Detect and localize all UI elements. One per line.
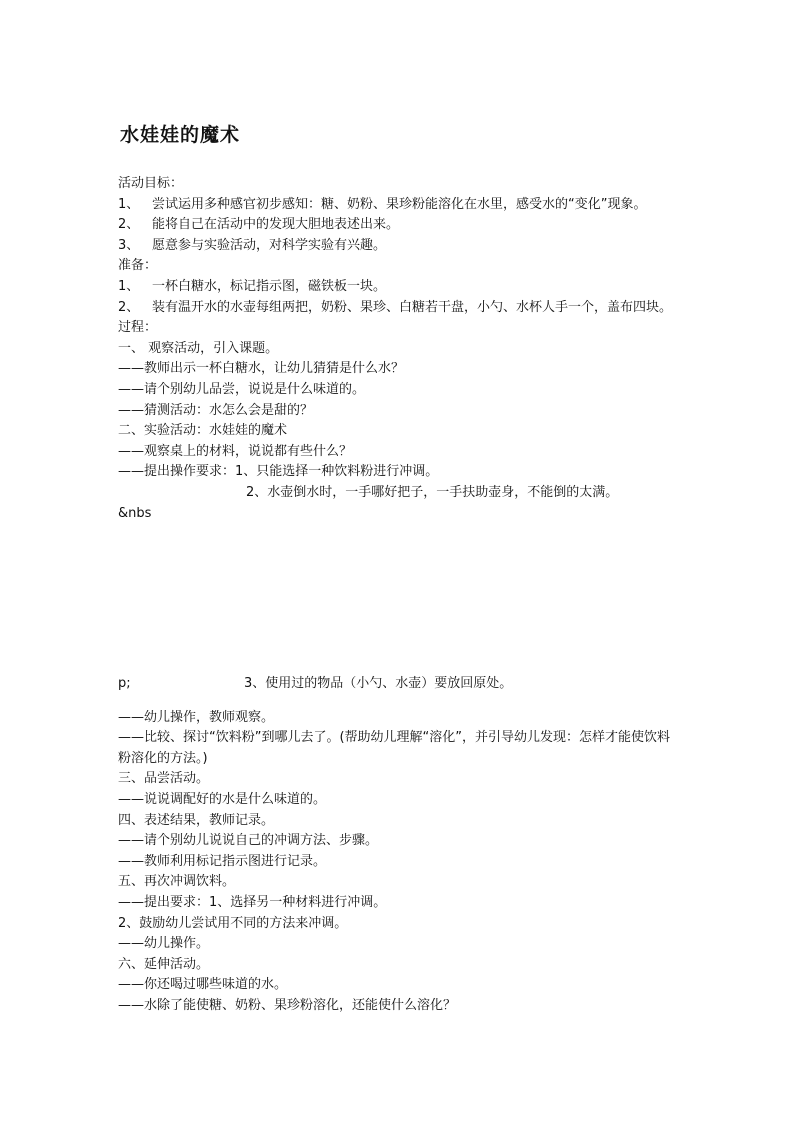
prep-1 [118,277,678,298]
step-4b: ——教师利用标记指示图进行记录。 [118,853,327,869]
document-title: 水娃娃的魔术 [120,124,241,146]
step-1a: ——教师出示一杯白糖水，让幼儿猜猜是什么水？ [118,361,405,377]
step-2f: ——比较、探讨“饮料粉”到哪儿去了。(帮助幼儿理解“溶化”，并引导幼儿发现：怎样才能使饮料粉溶化的方法。) [118,730,671,766]
step-6a: ——你还喝过哪些味道的水。 [118,977,288,993]
prep-2-num: 2、 [118,299,140,315]
step-3a: ——说说调配好的水是什么味道的。 [118,791,327,807]
goal-1-text: 尝试运用多种感官初步感知：糖、奶粉、果珍粉能溶化在水里，感受水的“变化”现象。 [152,196,647,212]
p-fragment: p; [118,676,131,691]
step-1b: ——请个别幼儿品尝，说说是什么味道的。 [118,381,366,397]
step-5c: ——幼儿操作。 [118,936,210,952]
goal-3 [118,236,678,257]
prep-1-num: 1、 [118,278,140,294]
step-6: 六、延伸活动。 [118,956,210,972]
step-1: 一、 观察活动，引入课题。 [118,340,279,356]
goal-2-num: 2、 [118,217,140,233]
goal-3-text: 愿意参与实验活动，对科学实验有兴趣。 [152,237,387,253]
goal-2-text: 能将自己在活动中的发现大胆地表述出来。 [152,217,400,233]
step-2d-line [118,674,678,695]
step-3: 三、品尝活动。 [118,771,210,787]
nbs-fragment: &nbs [118,505,152,521]
goals-header: 活动目标： [118,176,184,191]
process-header: 过程： [118,320,158,336]
step-2d: 3、使用过的物品（小勺、水壶）要放回原处。 [244,676,513,691]
goal-2 [118,215,678,236]
step-5a: ——提出要求：1、选择另一种材料进行冲调。 [118,894,387,910]
goal-3-num: 3、 [118,237,140,253]
step-2a: ——观察桌上的材料，说说都有些什么？ [118,443,353,459]
content-block-2 [118,674,678,1017]
step-1c: ——猜测活动：水怎么会是甜的？ [118,402,314,418]
step-4a: ——请个别幼儿说说自己的冲调方法、步骤。 [118,833,379,849]
prep-2 [118,298,678,319]
step-2c: 2、水壶倒水时，一手哪好把子，一手扶助壶身，不能倒的太满。 [246,484,619,500]
blank-line [118,695,678,708]
step-2e: ——幼儿操作，教师观察。 [118,709,275,725]
goal-1 [118,195,678,216]
goal-1-num: 1、 [118,196,140,212]
prep-header: 准备： [118,258,158,274]
step-5: 五、再次冲调饮料。 [118,874,236,890]
prep-2-text: 装有温开水的水壶每组两把，奶粉、果珍、白糖若干盘，小勺、水杯人手一个，盖布四块。 [152,299,673,315]
content-block-1 [118,174,678,524]
prep-1-text: 一杯白糖水，标记指示图，磁铁板一块。 [152,278,387,294]
step-2b: ——提出操作要求：1、只能选择一种饮料粉进行冲调。 [118,464,439,480]
step-6b: ——水除了能使糖、奶粉、果珍粉溶化，还能使什么溶化？ [118,997,457,1013]
step-4: 四、表述结果，教师记录。 [118,812,275,828]
step-5b: 2、鼓励幼儿尝试用不同的方法来冲调。 [118,915,348,931]
step-2: 二、实验活动：水娃娃的魔术 [118,423,288,439]
